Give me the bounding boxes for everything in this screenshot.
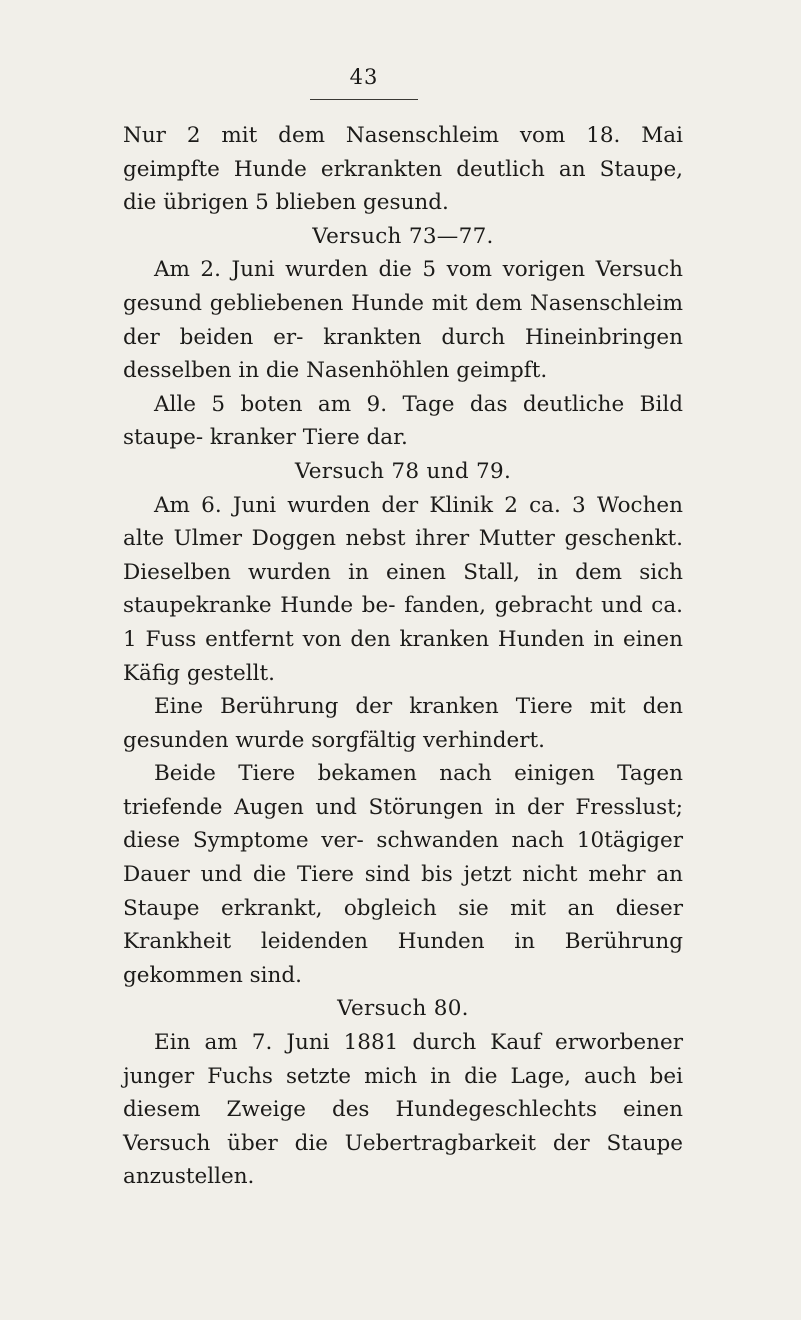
section-heading-versuch-78-79: Versuch 78 und 79. xyxy=(294,458,512,484)
paragraph-versuch-73-77-method: Am 2. Juni wurden die 5 vom vorigen Versuch gesund gebliebenen Hunde mit dem Nasenschleim der beiden er- krankten durch Hineinbringen desselben in die Nasenhöhlen geimpft. xyxy=(123,257,683,384)
paragraph-versuch-78-79-setup: Am 6. Juni wurden der Klinik 2 ca. 3 Wochen alte Ulmer Doggen nebst ihrer Mutter geschenkt. Dieselben wurden in einen Stall, in dem sich staupekranke Hunde be- fanden, gebracht und ca. 1 Fuss entfernt von den kranken Hunden in einen Käfig gestellt. xyxy=(123,492,683,686)
paragraph-versuch-78-79-precaution: Eine Berührung der kranken Tiere mit den gesunden wurde sorgfältig verhindert. xyxy=(123,694,683,753)
paragraph-versuch-73-77-result: Alle 5 boten am 9. Tage das deutliche Bild staupe- kranker Tiere dar. xyxy=(123,391,683,451)
paragraph-versuch-80: Ein am 7. Juni 1881 durch Kauf erworbener junger Fuchs setzte mich in die Lage, auch bei diesem Zweige des Hundegeschlechts einen Versuch über die Uebertragbarkeit der Staupe anzustellen. xyxy=(123,1030,683,1190)
page-body xyxy=(123,119,683,1194)
section-heading-versuch-73-77: Versuch 73—77. xyxy=(312,223,494,249)
page-number: 43 xyxy=(349,65,379,89)
page-number-rule xyxy=(310,99,418,100)
paragraph-intro: Nur 2 mit dem Nasenschleim vom 18. Mai geimpfte Hunde erkrankten deutlich an Staupe, die übrigen 5 blieben gesund. xyxy=(123,123,683,216)
section-heading-versuch-80: Versuch 80. xyxy=(337,996,469,1022)
paragraph-versuch-78-79-result: Beide Tiere bekamen nach einigen Tagen triefende Augen und Störungen in der Fresslust; diese Symptome ver- schwanden nach 10tägiger Dauer und die Tiere sind bis jetzt nicht mehr an Staupe erkrankt, obgleich sie mit an dieser Krankheit leidenden Hunden in Berührung gekommen sind. xyxy=(123,761,683,988)
